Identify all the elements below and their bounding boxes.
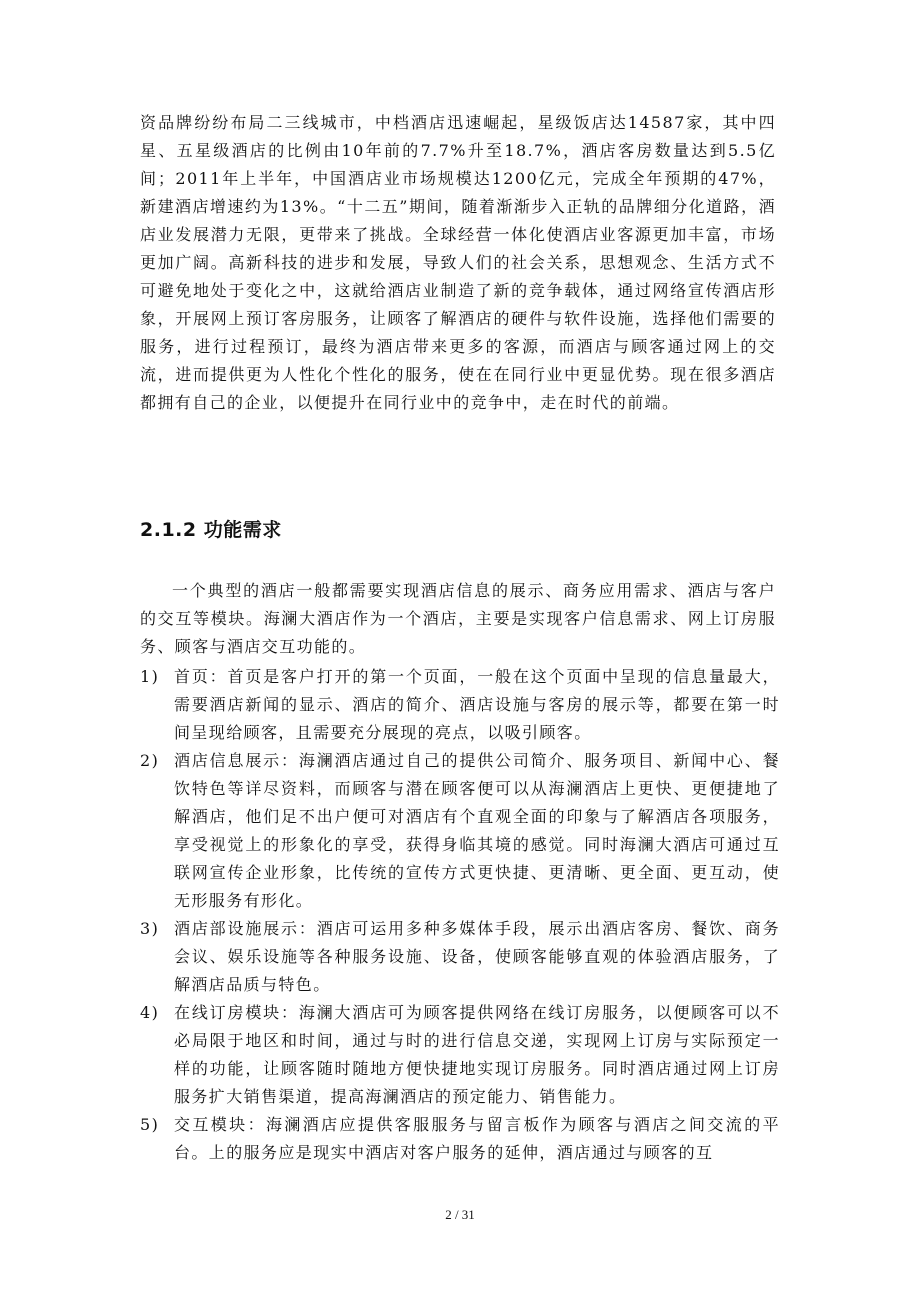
list-item-text: 酒店信息展示：海澜酒店通过自己的提供公司简介、服务项目、新闻中心、餐饮特色等详尽资料，而顾客与潜在顾客便可以从海澜酒店上更快、更便捷地了解酒店，他们足不出户便可对酒店有个直观全面的印象与了解酒店各项服务，享受视觉上的形象化的享受，获得身临其境的感觉。同时海澜大酒店可通过互联网宣传企业形象，比传统的宣传方式更快捷、更清晰、更全面、更互动，使无形服务有形化。 — [174, 751, 780, 910]
intro-paragraph: 资品牌纷纷布局二三线城市，中档酒店迅速崛起，星级饭店达14587家，其中四星、五星级酒店的比例由10年前的7.7%升至18.7%，酒店客房数量达到5.5亿间；2011年上半年，中国酒店业市场规模达1200亿元，完成全年预期的47%，新建酒店增速约为13%。“十二五”期间，随着渐渐步入正轨的品牌细分化道路，酒店业发展潜力无限，更带来了挑战。全球经营一体化使酒店业客源更加丰富，市场更加广阔。高新科技的进步和发展，导致人们的社会关系，思想观念、生活方式不可避免地处于变化之中，这就给酒店业制造了新的竞争载体，通过网络宣传酒店形象，开展网上预订客房服务，让顾客了解酒店的硬件与软件设施，选择他们需要的服务，进行过程预订，最终为酒店带来更多的客源，而酒店与顾客通过网上的交流，进而提供更为人性化个性化的服务，使在在同行业中更显优势。现在很多酒店都拥有自己的企业，以便提升在同行业中的竞争中，走在时代的前端。 — [140, 113, 776, 412]
list-item-number: 5) — [140, 1115, 160, 1134]
list-item-text: 首页：首页是客户打开的第一个页面，一般在这个页面中呈现的信息量最大，需要酒店新闻的显示、酒店的简介、酒店设施与客房的展示等，都要在第一时间呈现给顾客，且需要充分展现的亮点，以吸引顾客。 — [174, 667, 780, 742]
list-item-text: 交互模块：海澜酒店应提供客服服务与留言板作为顾客与酒店之间交流的平台。上的服务应是现实中酒店对客户服务的延伸，酒店通过与顾客的互 — [174, 1115, 780, 1162]
section-paragraph: 一个典型的酒店一般都需要实现酒店信息的展示、商务应用需求、酒店与客户的交互等模块。海澜大酒店作为一个酒店，主要是实现客户信息需求、网上订房服务、顾客与酒店交互功能的。 — [140, 581, 776, 656]
list-item-number: 4) — [140, 1003, 160, 1022]
page-number: 2 / 31 — [445, 1207, 475, 1222]
list-item-number: 2) — [140, 751, 160, 770]
list-item — [140, 1111, 780, 1167]
list-item — [140, 663, 780, 747]
list-item — [140, 999, 780, 1111]
list-item — [140, 747, 780, 915]
section-heading: 2.1.2 功能需求 — [140, 519, 282, 541]
list-item-text: 酒店部设施展示：酒店可运用多种多媒体手段，展示出酒店客房、餐饮、商务会议、娱乐设施等各种服务设施、设备，使顾客能够直观的体验酒店服务，了解酒店品质与特色。 — [174, 919, 780, 994]
list-item — [140, 915, 780, 999]
list-item-number: 3) — [140, 919, 160, 938]
list-item-text: 在线订房模块：海澜大酒店可为顾客提供网络在线订房服务，以便顾客可以不必局限于地区和时间，通过与时的进行信息交递，实现网上订房与实际预定一样的功能，让顾客随时随地方便快捷地实现订房服务。同时酒店通过网上订房服务扩大销售渠道，提高海澜酒店的预定能力、销售能力。 — [174, 1003, 780, 1106]
requirements-list — [140, 663, 780, 1167]
list-item-number: 1) — [140, 667, 160, 686]
